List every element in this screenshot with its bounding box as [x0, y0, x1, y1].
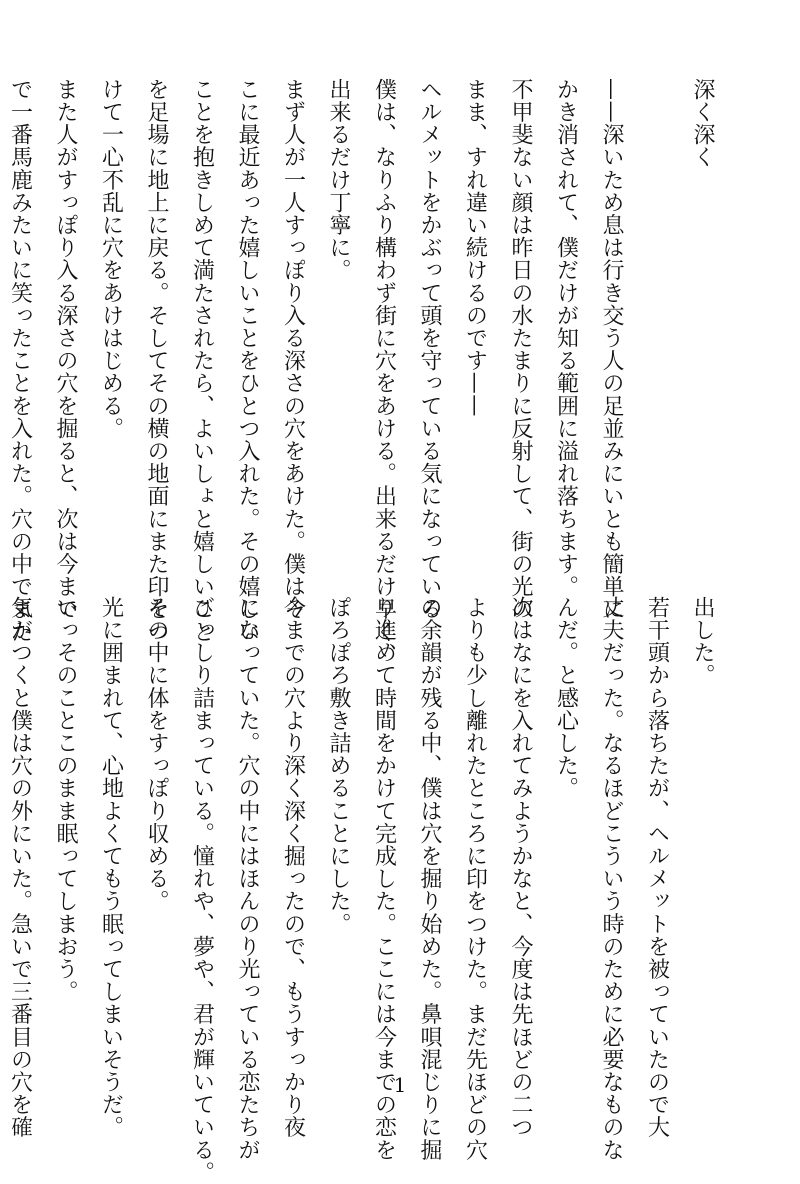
text-column: 光に囲まれて、心地よくてもう眠ってしまいそうだ。 [98, 596, 124, 1139]
text-column: まず人が一人すっぽり入る深さの穴をあけた。僕はそ [280, 78, 306, 621]
text-column: こに最近あった嬉しいことをひとつ入れた。その嬉しい [235, 78, 260, 643]
text-column: また人がすっぽり入る深さの穴を掘ると、次は今まで [53, 78, 78, 621]
text-column: の余韻が残る中、僕は穴を掘り始めた。鼻唄混じりに掘 [417, 596, 442, 1161]
text-column: その中に体をすっぽり収める。 [144, 596, 169, 913]
text-column: いっそのことこのまま眠ってしまおう。 [53, 596, 78, 1003]
text-column: を足場に地上に戻る。そしてその横の地面にまた印をつ [144, 78, 169, 643]
story-title: 深く深く [690, 78, 715, 169]
text-column: ことを抱きしめて満たされたら、よいしょと嬉しいこと [189, 78, 215, 643]
text-column: 出来るだけ丁寧に。 [326, 78, 351, 282]
title-spacer [634, 78, 680, 548]
text-column: まま、すれ違い続けるのです—— [462, 78, 488, 417]
text-column: になっていた。穴の中にはほんのり光っている恋たちが [235, 596, 260, 1161]
text-column: けて一心不乱に穴をあけはじめる。 [98, 78, 124, 440]
text-column: んだ。と感心した。 [553, 596, 579, 800]
text-column: びっしり詰まっている。憧れや、夢や、君が輝いている。 [189, 596, 215, 1184]
text-column: で一番馬鹿みたいに笑ったことを入れた。穴の中でまた [7, 78, 33, 643]
text-column: 不甲斐ない顔は昨日の水たまりに反射して、街の光の [508, 78, 533, 621]
text-column: かき消されて、僕だけが知る範囲に溢れ落ちます。 [553, 78, 579, 598]
text-column: ヘルメットをかぶって頭を守っている気になっている [417, 78, 442, 621]
text-column: 僕は、なりふり構わず街に穴をあける。出来るだけ早く、 [371, 78, 397, 666]
text-column: よりも少し離れたところに印をつけた。まだ先ほどの穴 [462, 596, 488, 1161]
text-column: 丈夫だった。なるほどこういう時のために必要なものな [599, 596, 624, 1161]
text-column: 出した。 [690, 596, 715, 687]
text-column: 次はなにを入れてみようかなと、今度は先ほどの二つ [508, 596, 533, 1139]
text-column: ——深いため息は行き交う人の足並みにいとも簡単に [599, 78, 624, 621]
text-column: ぽろぽろ敷き詰めることにした。 [326, 596, 351, 935]
bottom-text-band [0, 596, 725, 1184]
page-number: 1 [393, 1073, 407, 1097]
text-column: 若干頭から落ちたが、ヘルメットを被っていたので大 [644, 596, 670, 1139]
text-column: り進めて時間をかけて完成した。ここには今までの恋を [371, 596, 397, 1161]
text-column: 気がつくと僕は穴の外にいた。急いで三番目の穴を確 [7, 596, 33, 1139]
text-column: 今までの穴より深く深く掘ったので、もうすっかり夜 [280, 596, 306, 1139]
